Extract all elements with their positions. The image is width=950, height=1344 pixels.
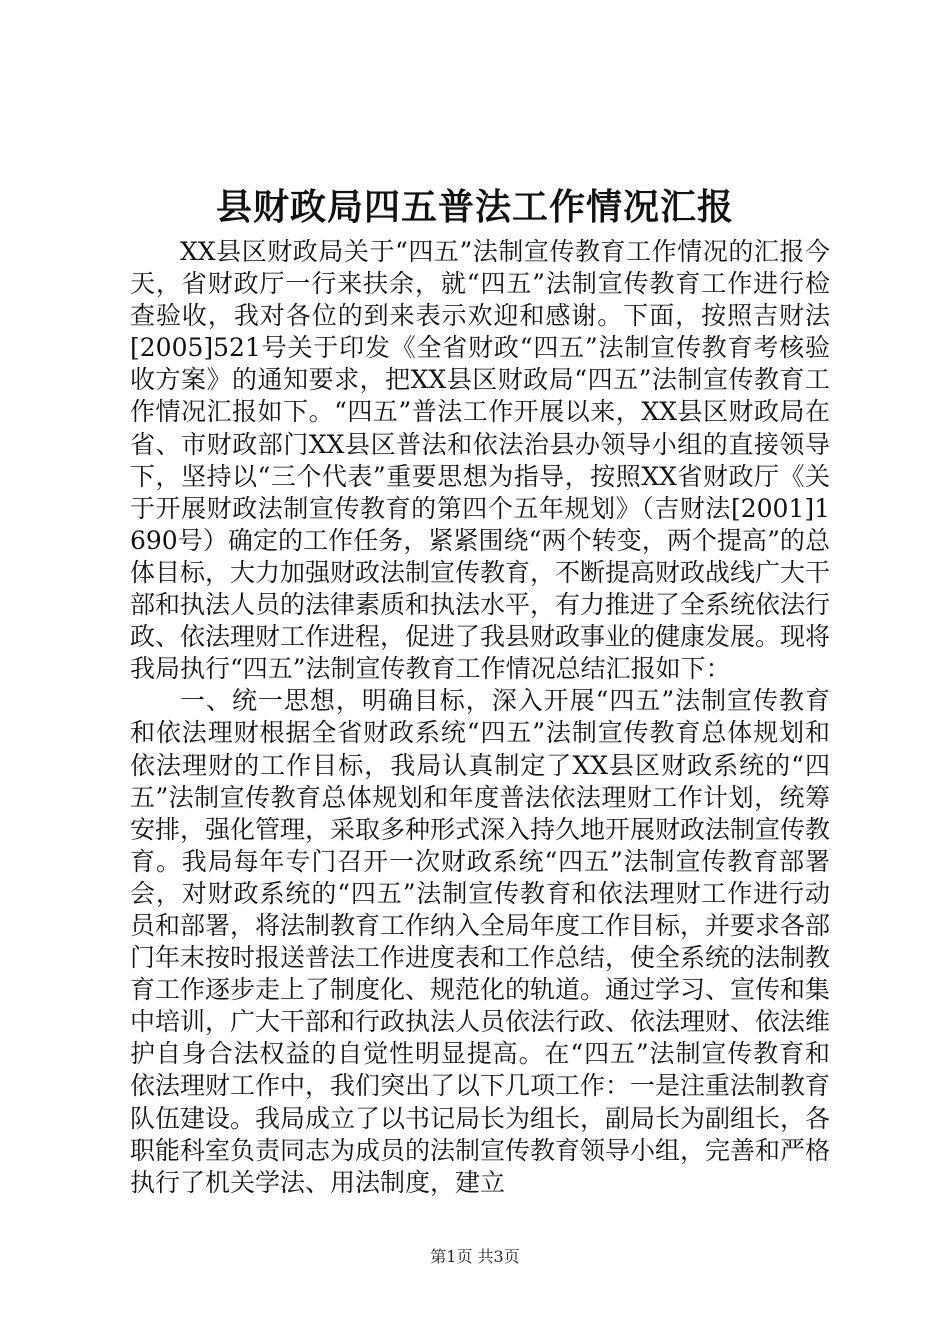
document-title: 县财政局四五普法工作情况汇报: [215, 186, 734, 228]
paragraph-intro: XX县区财政局关于“四五”法制宣传教育工作情况的汇报今天，省财政厅一行来扶余，就“四五”法制宣传教育工作进行检查验收，我对各位的到来表示欢迎和感谢。下面，按照吉财法[2005]521号关于印发《全省财政“四五”法制宣传教育考核验收方案》的通知要求，把XX县区财政局“四五”法制宣传教育工作情况汇报如下。“四五”普法工作开展以来，XX县区财政局在省、市财政部门XX县区普法和依法治县办领导小组的直接领导下，坚持以“三个代表”重要思想为指导，按照XX省财政厅《关于开展财政法制宣传教育的第四个五年规划》（吉财法[2001]1690号）确定的工作任务，紧紧围绕“两个转变，两个提高”的总体目标，大力加强财政法制宣传教育，不断提高财政战线广大干部和执法人员的法律素质和执法水平，有力推进了全系统依法行政、依法理财工作进程，促进了我县财政事业的健康发展。现将我局执行“四五”法制宣传教育工作情况总结汇报如下：: [130, 237, 831, 684]
document-body: [130, 236, 830, 1199]
paragraph-section-one: 一、统一思想，明确目标，深入开展“四五”法制宣传教育和依法理财根据全省财政系统“四五”法制宣传教育总体规划和依法理财的工作目标，我局认真制定了XX县区财政系统的“四五”法制宣传教育总体规划和年度普法依法理财工作计划，统筹安排，强化管理，采取多种形式深入持久地开展财政法制宣传教育。我局每年专门召开一次财政系统“四五”法制宣传教育部署会，对财政系统的“四五”法制宣传教育和依法理财工作进行动员和部署，将法制教育工作纳入全局年度工作目标，并要求各部门年末按时报送普法工作进度表和工作总结，使全系统的法制教育工作逐步走上了制度化、规范化的轨道。通过学习、宣传和集中培训，广大干部和行政执法人员依法行政、依法理财、依法维护自身合法权益的自觉性明显提高。在“四五”法制宣传教育和依法理财工作中，我们突出了以下几项工作：一是注重法制教育队伍建设。我局成立了以书记局长为组长，副局长为副组长，各职能科室负责同志为成员的法制宣传教育领导小组，完善和严格执行了机关学法、用法制度，建立: [130, 686, 831, 1197]
page-number-footer: 第1页 共3页: [430, 1247, 520, 1266]
